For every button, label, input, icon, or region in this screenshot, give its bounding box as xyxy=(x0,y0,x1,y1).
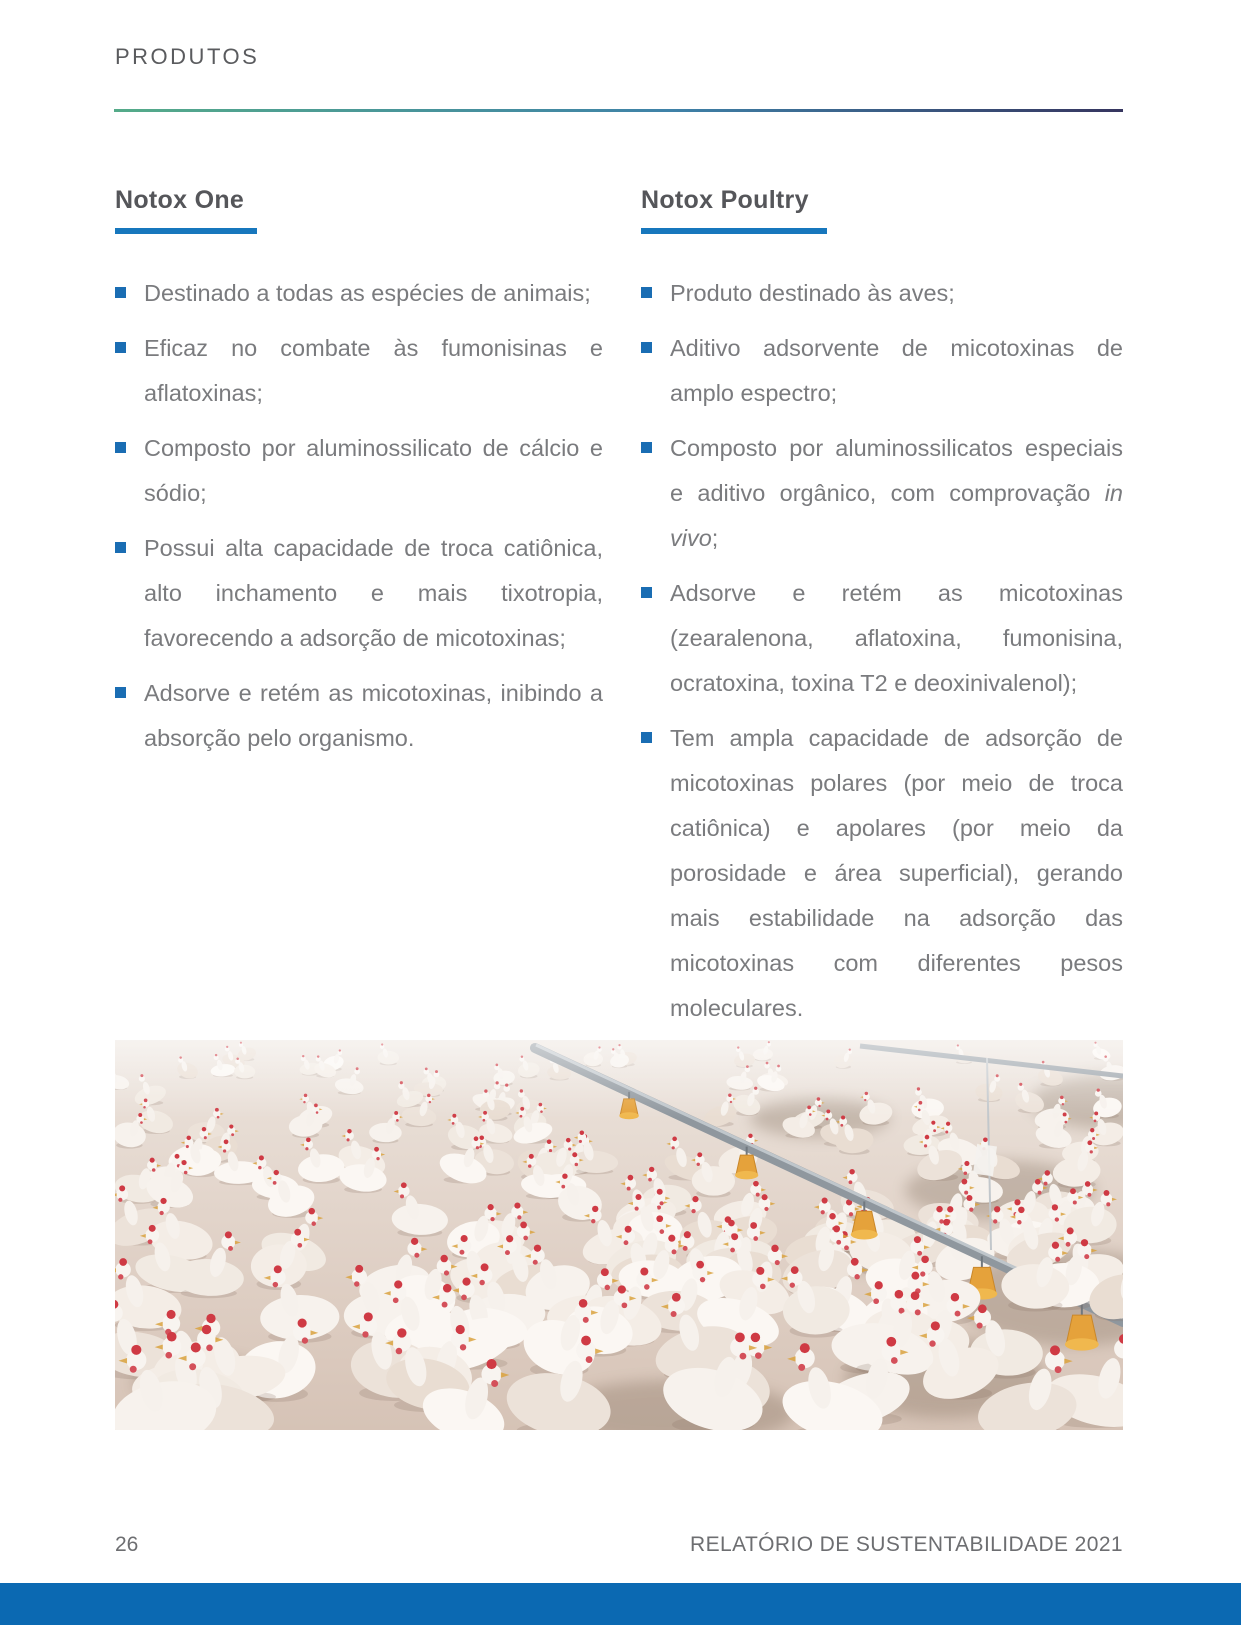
bullet-item xyxy=(115,426,603,516)
bullet-text: Adsorve e retém as micotoxinas, inibindo a absorção pelo organismo. xyxy=(144,680,603,751)
bullet-item xyxy=(641,571,1123,706)
bullet-text: Eficaz no combate às fumonisinas e aflatoxinas; xyxy=(144,335,603,406)
bullet-item xyxy=(641,716,1123,1031)
title-underline xyxy=(115,228,257,234)
bullet-square-icon xyxy=(115,442,126,453)
bullet-square-icon xyxy=(115,342,126,353)
bullet-list-notox-one xyxy=(115,271,603,761)
poultry-farm-photo xyxy=(115,1040,1123,1430)
bullet-item xyxy=(115,271,603,316)
bullet-item xyxy=(641,271,1123,316)
bullet-square-icon xyxy=(641,587,652,598)
footer-report-title: RELATÓRIO DE SUSTENTABILIDADE 2021 xyxy=(690,1533,1123,1556)
bullet-text-italic-segment: in vivo xyxy=(670,480,1123,551)
footer-accent-bar xyxy=(0,1583,1241,1625)
product-title-notox-poultry: Notox Poultry xyxy=(641,186,809,214)
bullet-text: Tem ampla capacidade de adsorção de micotoxinas polares (por meio de troca catiônica) e apolares (por meio da porosidade e área superficial), gerando mais estabilidade na adsorção das micotoxinas com diferentes pesos moleculares. xyxy=(670,725,1123,1021)
bullet-square-icon xyxy=(641,342,652,353)
bullet-square-icon xyxy=(115,687,126,698)
poultry-farm-photo-svg xyxy=(115,1040,1123,1430)
bullet-text: Adsorve e retém as micotoxinas (zearalenona, aflatoxina, fumonisina, ocratoxina, toxina T2 e deoxinivalenol); xyxy=(670,580,1123,696)
page-number: 26 xyxy=(115,1533,139,1556)
bullet-text-segment: Composto por aluminossilicatos especiais e aditivo orgânico, com comprovação xyxy=(670,435,1123,506)
bullet-item xyxy=(641,326,1123,416)
bullet-text: Possui alta capacidade de troca catiônica, alto inchamento e mais tixotropia, favorecendo a adsorção de micotoxinas; xyxy=(144,535,603,651)
bullet-text: Produto destinado às aves; xyxy=(670,280,955,306)
bullet-item xyxy=(115,326,603,416)
bullet-square-icon xyxy=(641,732,652,743)
bullet-text: Composto por aluminossilicato de cálcio e sódio; xyxy=(144,435,603,506)
page-kicker: PRODUTOS xyxy=(115,44,260,69)
bullet-text: Destinado a todas as espécies de animais; xyxy=(144,280,591,306)
bullet-item xyxy=(115,671,603,761)
bullet-item xyxy=(115,526,603,661)
bullet-text-segment: ; xyxy=(711,525,719,551)
bullet-square-icon xyxy=(641,442,652,453)
bullet-square-icon xyxy=(641,287,652,298)
bullet-item xyxy=(641,426,1123,561)
product-title-notox-one: Notox One xyxy=(115,186,245,214)
bullet-text xyxy=(670,435,1123,551)
title-underline xyxy=(641,228,827,234)
bullet-text: Aditivo adsorvente de micotoxinas de amplo espectro; xyxy=(670,335,1123,406)
column-notox-poultry xyxy=(641,186,1123,1031)
page-footer xyxy=(115,1533,1123,1557)
bullet-square-icon xyxy=(115,542,126,553)
bullet-square-icon xyxy=(115,287,126,298)
bullet-list-notox-poultry xyxy=(641,271,1123,1031)
product-columns xyxy=(115,186,1123,1031)
column-notox-one xyxy=(115,186,603,1031)
header-gradient-rule xyxy=(114,109,1123,112)
